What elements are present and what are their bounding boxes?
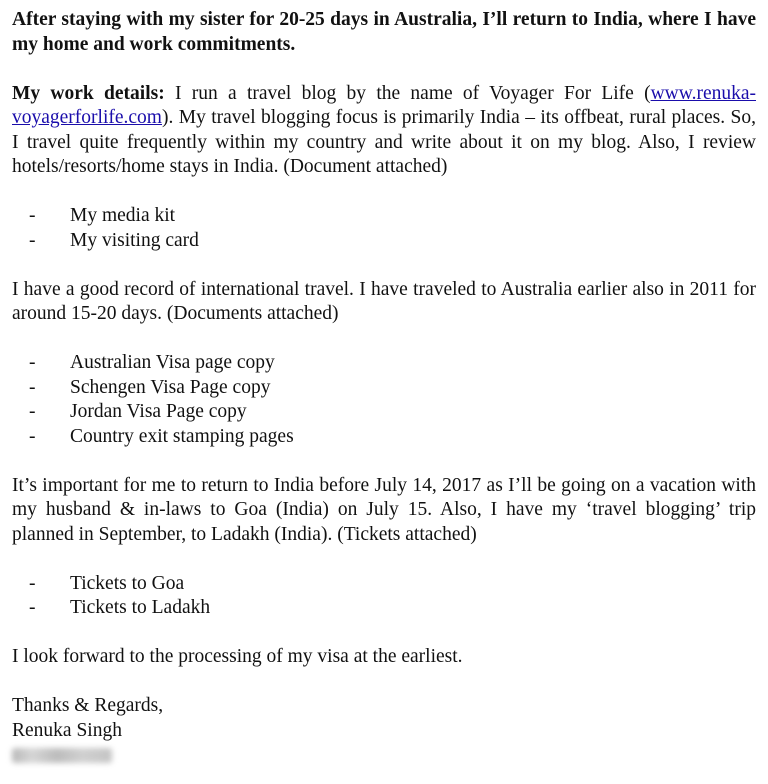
return-paragraph: It’s important for me to return to India before July 14, 2017 as I’ll be going on a vacation with my husband & in-laws to Goa (India) on July 15. Also, I have my ‘travel blogging’ trip planned in September, to Ladakh (India). (Tickets attached) bbox=[12, 474, 756, 545]
list-item-text: My media kit bbox=[70, 205, 176, 226]
ticket-documents-list bbox=[12, 572, 756, 621]
work-details-heading: My work details: bbox=[12, 82, 165, 104]
list-item bbox=[12, 400, 756, 425]
signoff: Thanks & Regards, bbox=[12, 695, 164, 716]
list-item bbox=[12, 204, 756, 229]
dash-marker: - bbox=[29, 597, 36, 618]
work-text-before-link: I run a travel blog by the name of Voyager For Life ( bbox=[164, 82, 651, 104]
dash-marker: - bbox=[29, 229, 36, 251]
work-text-after-link: ). My travel blogging focus is primarily India – its offbeat, rural places. So, I travel quite frequently within my country and write about it on my blog. Also, I review hotels/resorts/home stays in India. (Document attached) bbox=[12, 107, 756, 177]
closing-paragraph: I look forward to the processing of my visa at the earliest. bbox=[12, 646, 463, 667]
redacted-phone-number bbox=[12, 748, 112, 763]
list-item bbox=[12, 425, 756, 450]
dash-marker: - bbox=[29, 352, 36, 373]
list-item-text: Tickets to Ladakh bbox=[70, 597, 211, 618]
intro-paragraph: After staying with my sister for 20-25 days in Australia, I’ll return to India, where I have my home and work commitments. bbox=[12, 9, 756, 55]
list-item-text: Jordan Visa Page copy bbox=[70, 401, 247, 422]
blog-website-link[interactable]: www.renuka-voyagerforlife.com bbox=[12, 82, 756, 128]
list-item bbox=[12, 229, 756, 254]
dash-marker: - bbox=[29, 376, 36, 398]
dash-marker: - bbox=[29, 401, 36, 422]
travel-documents-list bbox=[12, 351, 756, 449]
list-item-text: Country exit stamping pages bbox=[70, 425, 294, 447]
list-item bbox=[12, 376, 756, 401]
list-item bbox=[12, 596, 756, 621]
dash-marker: - bbox=[29, 205, 36, 226]
dash-marker: - bbox=[29, 572, 36, 594]
list-item-text: My visiting card bbox=[70, 229, 199, 251]
list-item-text: Schengen Visa Page copy bbox=[70, 376, 271, 398]
list-item-text: Australian Visa page copy bbox=[70, 352, 275, 373]
work-details-paragraph bbox=[12, 82, 756, 180]
work-documents-list bbox=[12, 204, 756, 253]
list-item-text: Tickets to Goa bbox=[70, 572, 185, 594]
signature-name: Renuka Singh bbox=[12, 719, 122, 741]
dash-marker: - bbox=[29, 425, 36, 447]
list-item bbox=[12, 351, 756, 376]
travel-record-paragraph: I have a good record of international travel. I have traveled to Australia earlier also in 2011 for around 15-20 days. (Documents attached) bbox=[12, 278, 756, 324]
list-item bbox=[12, 572, 756, 597]
